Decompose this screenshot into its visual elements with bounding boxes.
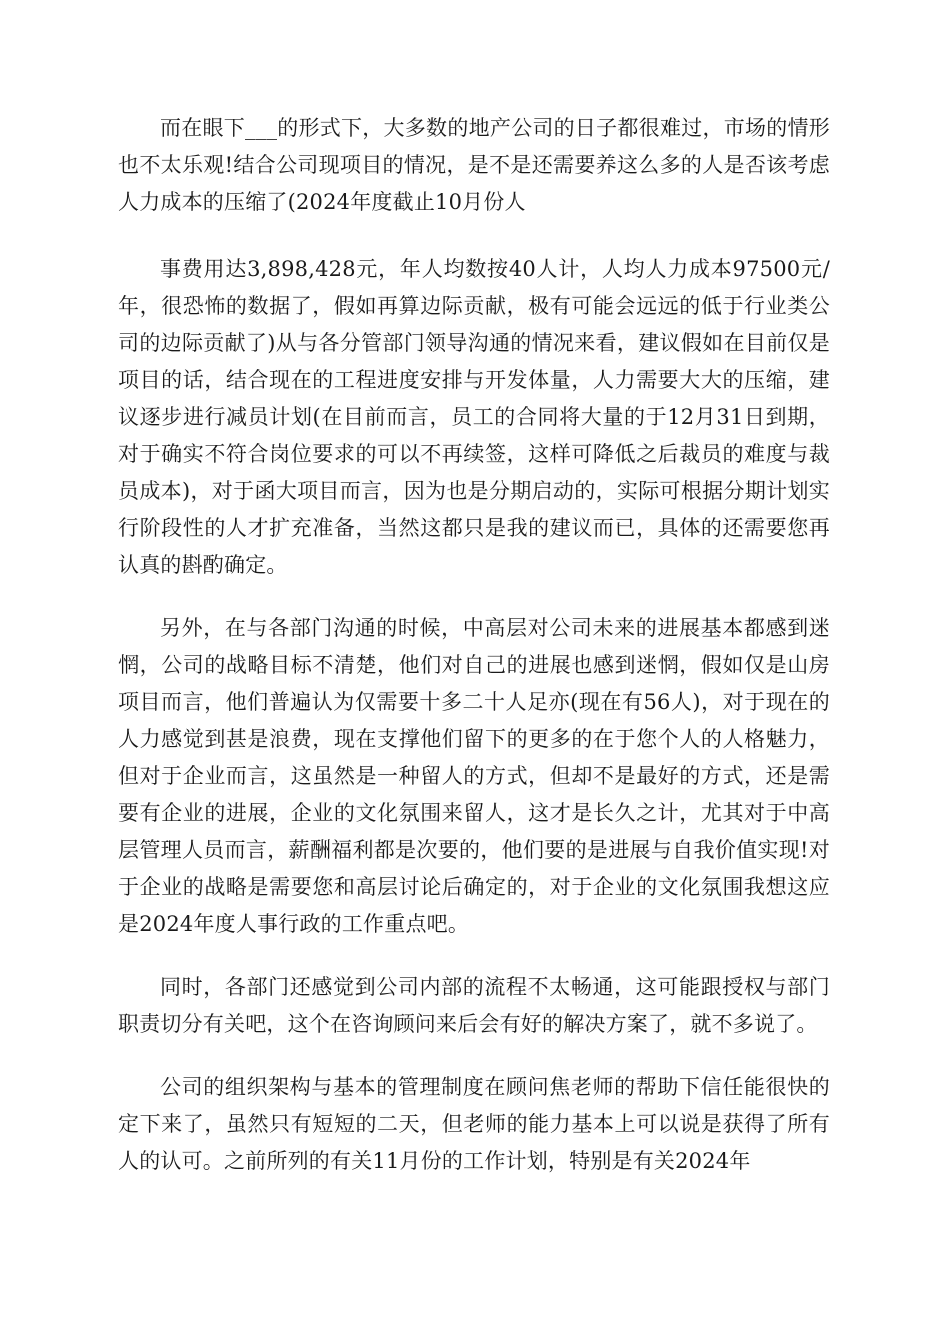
paragraph-market-situation: 而在眼下___的形式下，大多数的地产公司的日子都很难过，市场的情形也不太乐观!结合公司现项目的情况，是不是还需要养这么多的人是否该考虑人力成本的压缩了(2024年度截止10月份人 — [118, 116, 830, 214]
paragraph-personnel-costs: 事费用达3,898,428元，年人均数按40人计，人均人力成本97500元/年，很恐怖的数据了，假如再算边际贡献，极有可能会远远的低于行业类公司的边际贡献了)从与各分管部门领导沟通的情况来看，建议假如在目前仅是项目的话，结合现在的工程进度安排与开发体量，人力需要大大的压缩，建议逐步进行减员计划(在目前而言，员工的合同将大量的于12月31日到期，对于确实不符合岗位要求的可以不再续签，这样可降低之后裁员的难度与裁员成本)，对于函大项目而言，因为也是分期启动的，实际可根据分期计划实行阶段性的人才扩充准备，当然这都只是我的建议而已，具体的还需要您再认真的斟酌确定。 — [118, 257, 830, 577]
paragraph-strategy-culture: 另外，在与各部门沟通的时候，中高层对公司未来的进展基本都感到迷惘，公司的战略目标不清楚，他们对自己的进展也感到迷惘，假如仅是山房项目而言，他们普遍认为仅需要十多二十人足亦(现在有56人)，对于现在的人力感觉到甚是浪费，现在支撑他们留下的更多的在于您个人的人格魅力，但对于企业而言，这虽然是一种留人的方式，但却不是最好的方式，还是需要有企业的进展，企业的文化氛围来留人，这才是长久之计，尤其对于中高层管理人员而言，薪酬福利都是次要的，他们要的是进展与自我价值实现!对于企业的战略是需要您和高层讨论后确定的，对于企业的文化氛围我想这应是2024年度人事行政的工作重点吧。 — [118, 616, 830, 936]
paragraph-process-flow: 同时，各部门还感觉到公司内部的流程不太畅通，这可能跟授权与部门职责切分有关吧，这个在咨询顾问来后会有好的解决方案了，就不多说了。 — [118, 975, 830, 1036]
paragraph-org-structure: 公司的组织架构与基本的管理制度在顾问焦老师的帮助下信任能很快的定下来了，虽然只有短短的二天，但老师的能力基本上可以说是获得了所有人的认可。之前所列的有关11月份的工作计划，特别是有关2024年 — [118, 1075, 830, 1173]
document-body — [118, 110, 830, 1206]
